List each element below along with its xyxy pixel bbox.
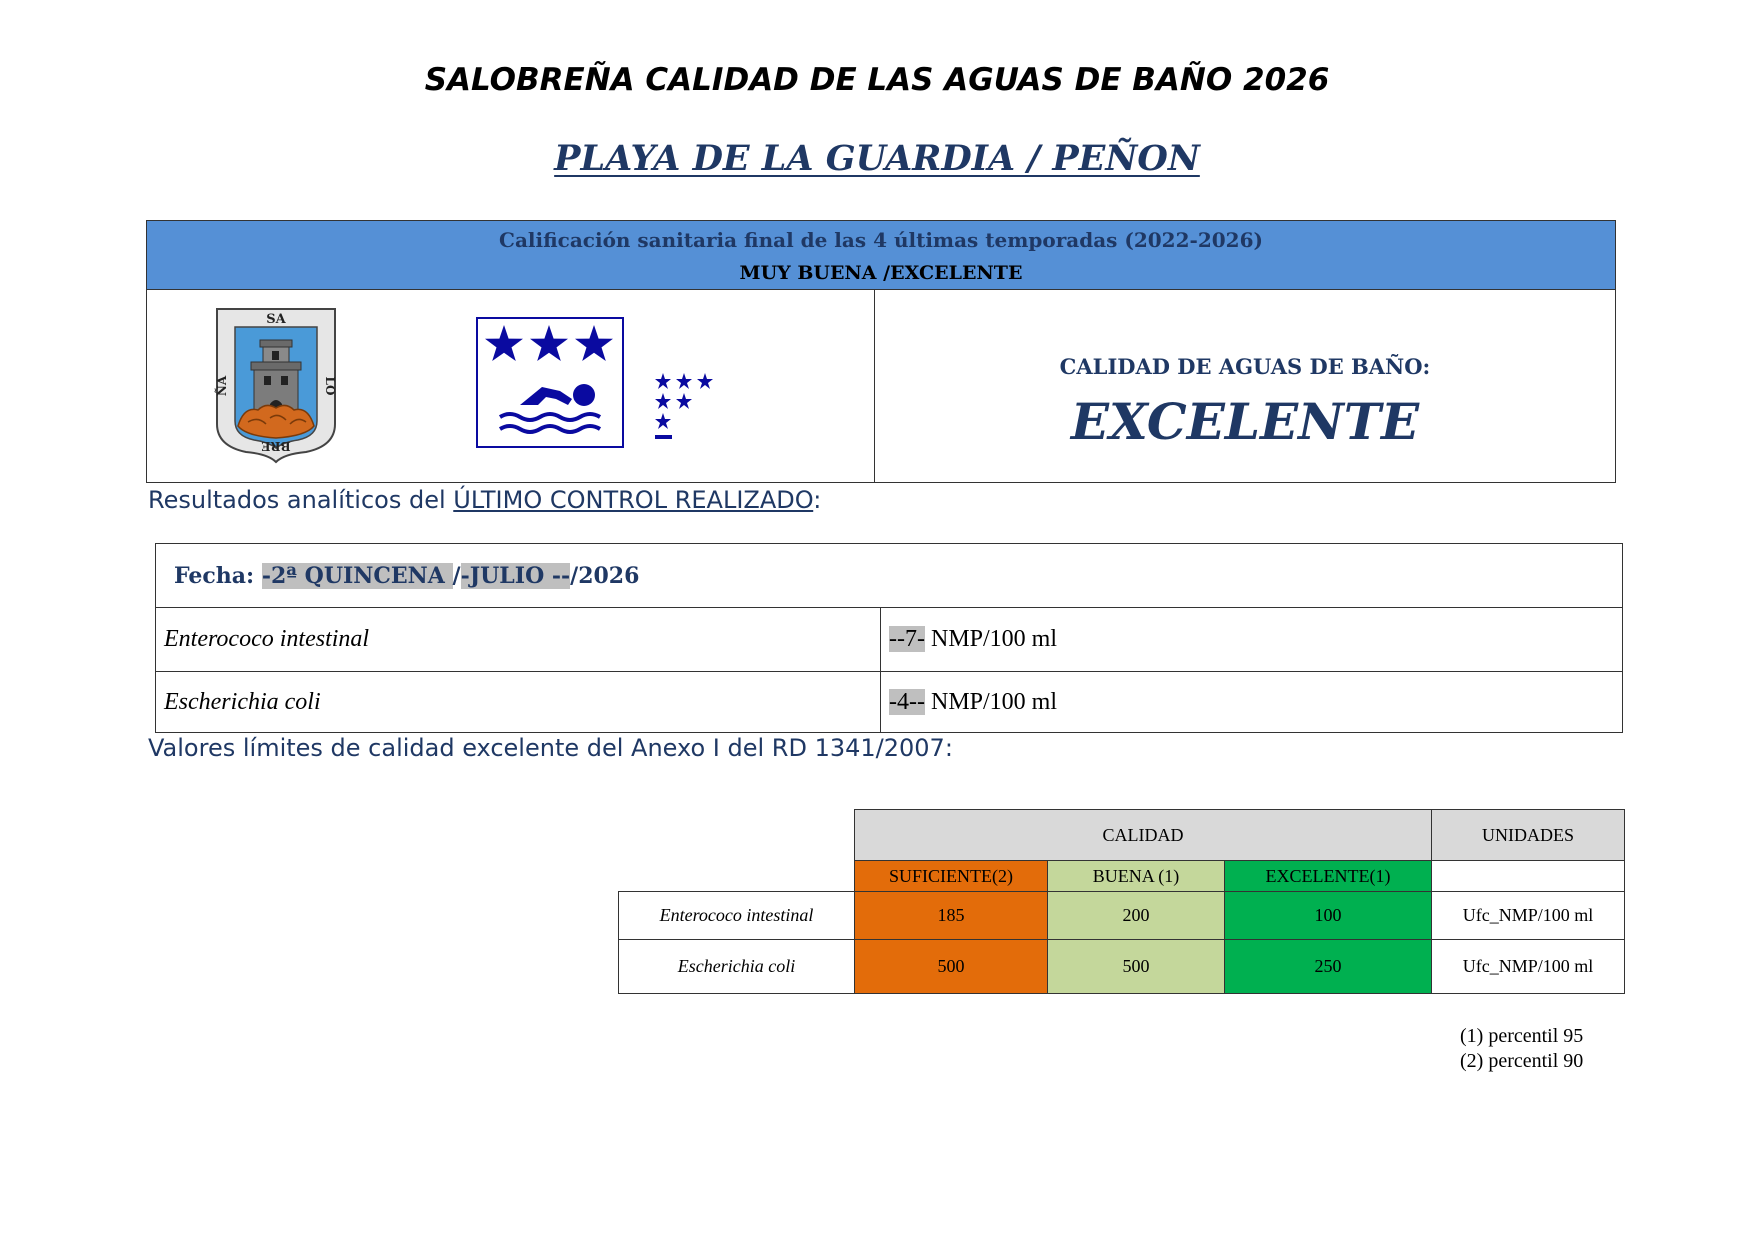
empty-unit-cell [1432, 861, 1625, 892]
svg-text:SA: SA [266, 312, 286, 327]
date-month: -JULIO -- [460, 562, 571, 589]
six-stars-icon [654, 371, 720, 443]
results-table [155, 543, 1623, 733]
limit-parameter-name: Escherichia coli [619, 940, 855, 994]
table-row [619, 892, 1625, 940]
suficiente-header: SUFICIENTE(2) [855, 861, 1048, 892]
unit-value: Ufc_NMP/100 ml [1432, 892, 1625, 940]
excelente-value: 250 [1225, 940, 1432, 994]
qualification-seasons-text: Calificación sanitaria final de las 4 últimas temporadas (2022-2026) [499, 228, 1263, 252]
page-title: SALOBREÑA CALIDAD DE LAS AGUAS DE BAÑO 2026 [424, 62, 1330, 98]
svg-text:ÑA: ÑA [215, 375, 229, 397]
date-cell [156, 544, 1623, 608]
logos-cell [147, 290, 875, 482]
buena-header: BUENA (1) [1048, 861, 1225, 892]
salobrena-crest-icon [214, 306, 338, 464]
qualification-box [146, 220, 1616, 483]
limit-parameter-name: Enterococo intestinal [619, 892, 855, 940]
empty-cell [619, 861, 855, 892]
unidades-header: UNIDADES [1432, 810, 1625, 861]
qualification-result-text: MUY BUENA /EXCELENTE [739, 262, 1023, 284]
results-heading-prefix: Resultados analíticos del [148, 486, 454, 514]
buena-value: 200 [1048, 892, 1225, 940]
buena-value: 500 [1048, 940, 1225, 994]
svg-text:BRE: BRE [261, 439, 291, 453]
suficiente-value: 500 [855, 940, 1048, 994]
beach-title: PLAYA DE LA GUARDIA / PEÑON [554, 138, 1200, 179]
parameter-value: --7- [889, 626, 925, 652]
parameter-name: Enterococo intestinal [156, 608, 881, 672]
table-row [156, 672, 1623, 733]
parameter-value-cell [881, 608, 1623, 672]
date-label: Fecha: [174, 562, 262, 589]
limits-heading: Valores límites de calidad excelente del Anexo I del RD 1341/2007: [148, 734, 953, 762]
table-row [619, 861, 1625, 892]
limits-table [618, 809, 1625, 994]
water-quality-value: EXCELENTE [1070, 392, 1420, 451]
parameter-unit: NMP/100 ml [924, 688, 1058, 715]
parameter-value: -4-- [889, 688, 925, 715]
water-quality-label: CALIDAD DE AGUAS DE BAÑO: [1059, 354, 1431, 379]
date-year: /2026 [570, 562, 640, 589]
table-row [156, 544, 1623, 608]
calidad-header: CALIDAD [855, 810, 1432, 861]
results-heading-underlined: ÚLTIMO CONTROL REALIZADO [453, 486, 814, 514]
parameter-unit: NMP/100 ml [924, 626, 1058, 652]
date-quincena: -2ª QUINCENA [261, 562, 453, 589]
table-row [156, 608, 1623, 672]
three-stars-swimmer-flag-icon [476, 317, 624, 448]
water-quality-cell [875, 290, 1615, 482]
suficiente-value: 185 [855, 892, 1048, 940]
parameter-value-cell [881, 672, 1623, 733]
unit-value: Ufc_NMP/100 ml [1432, 940, 1625, 994]
svg-text:LO: LO [323, 376, 337, 396]
qualification-header [147, 221, 1615, 290]
footnote-2: (2) percentil 90 [1460, 1050, 1584, 1072]
date-separator: / [452, 562, 461, 589]
footnote-1: (1) percentil 95 [1460, 1025, 1584, 1047]
table-row [619, 940, 1625, 994]
results-heading [148, 486, 821, 514]
empty-cell [619, 810, 855, 861]
table-row [619, 810, 1625, 861]
footnotes [1460, 1024, 1583, 1074]
excelente-header: EXCELENTE(1) [1225, 861, 1432, 892]
parameter-name: Escherichia coli [156, 672, 881, 733]
results-heading-suffix: : [813, 486, 822, 514]
excelente-value: 100 [1225, 892, 1432, 940]
